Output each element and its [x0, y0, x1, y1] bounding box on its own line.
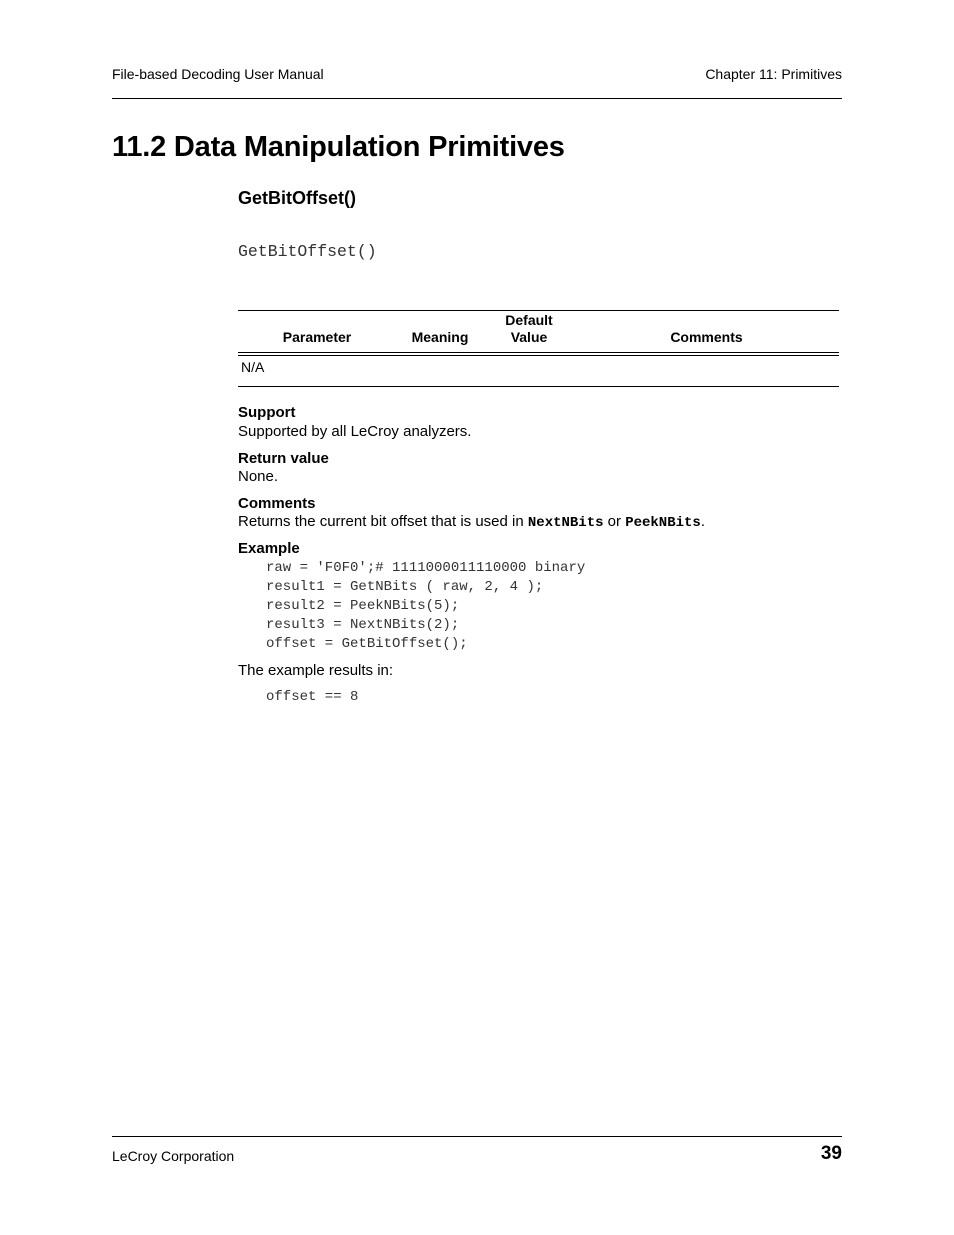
comments-label: Comments	[238, 495, 316, 512]
example-label: Example	[238, 540, 300, 557]
header-default-line1: Default	[505, 312, 553, 328]
code-line: result1 = GetNBits ( raw, 2, 4 );	[266, 579, 544, 595]
example-results-intro: The example results in:	[238, 662, 394, 679]
result-line: offset == 8	[266, 689, 359, 705]
code-line: result3 = NextNBits(2);	[266, 617, 460, 633]
comments-code-peeknbits: PeekNBits	[625, 515, 701, 531]
support-label: Support	[238, 404, 296, 421]
example-code-block	[266, 559, 585, 654]
support-text: Supported by all LeCroy analyzers.	[238, 423, 472, 440]
running-header	[112, 66, 842, 86]
header-divider	[112, 98, 842, 99]
code-line: result2 = PeekNBits(5);	[266, 598, 460, 614]
comments-text-middle: or	[603, 513, 626, 530]
footer-company: LeCroy Corporation	[112, 1148, 235, 1164]
header-meaning: Meaning	[411, 329, 469, 345]
section-title: 11.2 Data Manipulation Primitives	[112, 131, 565, 163]
comments-code-nextnbits: NextNBits	[527, 515, 604, 531]
return-value-label: Return value	[238, 450, 329, 467]
return-value-text: None.	[238, 468, 279, 485]
footer-divider	[112, 1136, 842, 1137]
header-default-value	[484, 312, 574, 346]
comments-text-after: .	[700, 513, 705, 530]
table-bottom-rule	[238, 386, 839, 387]
page-number: 39	[820, 1143, 842, 1164]
code-line: offset = GetBitOffset();	[266, 636, 468, 652]
header-default-line2: Value	[510, 329, 548, 345]
manual-title: File-based Decoding User Manual	[112, 66, 324, 82]
header-parameter: Parameter	[282, 329, 352, 345]
function-heading: GetBitOffset()	[238, 188, 356, 208]
table-top-rule	[238, 310, 839, 311]
chapter-title: Chapter 11: Primitives	[705, 66, 842, 82]
function-signature: GetBitOffset()	[238, 242, 377, 261]
comments-text-before: Returns the current bit offset that is used in	[238, 513, 528, 530]
table-cell-parameter: N/A	[241, 359, 265, 375]
code-line: raw = 'F0F0';# 1111000011110000 binary	[266, 560, 586, 576]
table-header-rule	[238, 352, 839, 356]
header-comments: Comments	[670, 329, 743, 345]
comments-text	[238, 513, 705, 531]
example-result-block	[266, 688, 358, 707]
parameter-table	[238, 310, 839, 387]
